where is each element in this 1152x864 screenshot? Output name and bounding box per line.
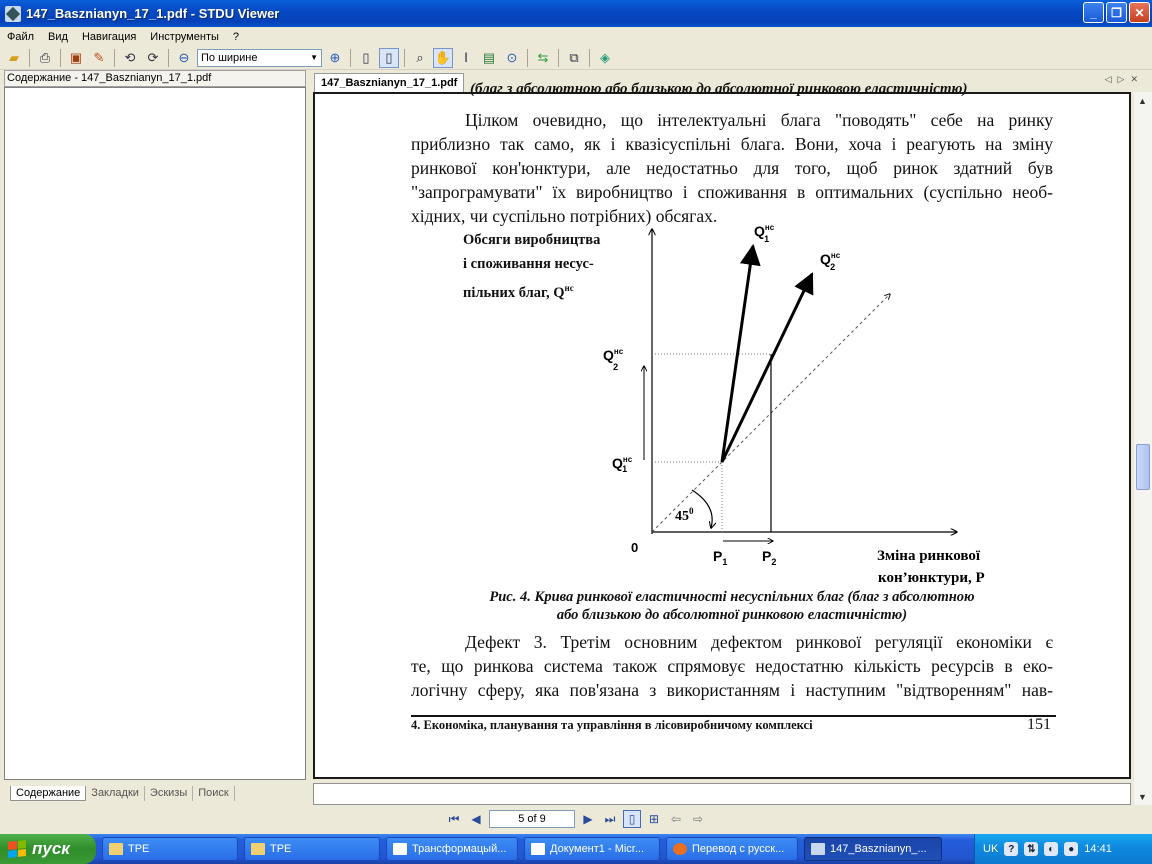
window-titlebar[interactable]: [0, 0, 1152, 27]
toolbar-separator: [114, 49, 115, 67]
zoom-select[interactable]: [197, 49, 322, 67]
zoom-out-icon[interactable]: ⊖: [178, 49, 190, 65]
toolbar-separator: [29, 49, 30, 67]
scroll-up-icon[interactable]: ▲: [1138, 95, 1147, 106]
menu-file[interactable]: Файл: [7, 30, 35, 43]
menu-navigation[interactable]: Навигация: [81, 30, 137, 43]
zoom-value: По ширине: [201, 51, 258, 64]
web-icon[interactable]: ◈: [600, 49, 610, 65]
image-select-icon[interactable]: ▤: [482, 49, 496, 65]
single-page-view-icon[interactable]: ▯: [623, 810, 641, 828]
hand-tool-icon[interactable]: ✋: [433, 48, 453, 68]
chart-x-label-line: кон’юнктури, Р: [878, 570, 985, 586]
taskbar-item-active[interactable]: 147_Basznianyn_...: [804, 837, 942, 861]
toolbar-separator: [558, 49, 559, 67]
tab-contents[interactable]: Содержание: [10, 786, 86, 801]
axis-q2-label: $Q^{нс}$ 2: [603, 347, 624, 372]
scroll-thumb[interactable]: [1136, 444, 1150, 490]
toolbar-separator: [350, 49, 351, 67]
find-icon[interactable]: ⌕: [416, 49, 424, 65]
axis-p1-label: $P_1$: [713, 548, 728, 567]
contents-panel-header: Содержание - 147_Basznianyn_17_1.pdf: [4, 70, 306, 87]
origin-label: 0: [631, 540, 639, 555]
sync-icon[interactable]: ⇆: [537, 49, 549, 65]
forward-icon[interactable]: ⇨: [692, 812, 704, 826]
paragraph-line: Цілком очевидно, що інтелектуальні блага "поводять" себе на ринку: [465, 110, 1053, 130]
tab-thumbnails[interactable]: Эскизы: [145, 786, 193, 801]
curve-q1-label: $Q^{нс}$ 1: [754, 223, 775, 244]
chevron-down-icon: ▼: [310, 53, 318, 62]
word-icon: [393, 843, 407, 855]
paragraph-line: ринкової кон'юнктури, але недостатньо для того, щоб ринок здатний був: [411, 158, 1053, 178]
window-title: 147_Basznianyn_17_1.pdf - STDU Viewer: [26, 6, 280, 21]
multi-page-view-icon[interactable]: ⊞: [648, 812, 660, 826]
horizontal-scrollbar[interactable]: [313, 783, 1131, 805]
page-footer: 4. Економіка, планування та управління в лісовиробничому комплексі: [411, 718, 813, 732]
back-icon[interactable]: ⇦: [670, 812, 682, 826]
tab-scroll-arrows[interactable]: ◁▷✕: [1104, 74, 1144, 84]
panel-tabs: [10, 786, 235, 801]
taskbar-item[interactable]: TPE: [102, 837, 238, 861]
menu-help[interactable]: ?: [232, 30, 240, 43]
chart-x-label-line: Зміна ринкової: [877, 548, 981, 564]
windows-logo-icon: [8, 840, 26, 858]
taskbar-item[interactable]: TPE: [244, 837, 380, 861]
figure-caption: Рис. 4. Крива ринкової еластичності несуспільних благ (благ з абсолютною або близькою до абсолютної ринковою еластичністю): [489, 589, 975, 623]
contents-panel: [4, 70, 306, 808]
previous-page-icon[interactable]: ◀: [471, 812, 481, 826]
zoom-area-icon[interactable]: ⊙: [506, 49, 518, 65]
taskbar-item[interactable]: Документ1 - Micr...: [524, 837, 660, 861]
contents-tree[interactable]: [4, 87, 306, 780]
open-folder-icon[interactable]: ▰: [9, 49, 19, 65]
menu-bar: [0, 27, 1152, 46]
system-tray: [974, 834, 1152, 864]
toolbar-separator: [404, 49, 405, 67]
rotate-right-icon[interactable]: ⟳: [147, 49, 159, 65]
tab-bookmarks[interactable]: Закладки: [86, 786, 145, 801]
single-page-icon[interactable]: ▯: [362, 49, 370, 65]
toolbar-separator: [60, 49, 61, 67]
elasticity-diagram: [445, 224, 985, 584]
stdu-viewer-icon: [811, 843, 825, 855]
tab-document[interactable]: 147_Basznianyn_17_1.pdf: [314, 73, 464, 93]
toolbar-separator: [589, 49, 590, 67]
maximize-button[interactable]: ❐: [1106, 2, 1127, 23]
page-number-input[interactable]: 5 of 9: [489, 810, 575, 828]
continuous-page-icon[interactable]: ▯: [379, 48, 399, 68]
menu-view[interactable]: Вид: [48, 30, 68, 43]
paragraph-line: "запрограмувати" їх виробництво і споживання в оптимальних (суспільно необ-: [411, 182, 1053, 202]
paragraph-line: Дефект 3. Третім основним дефектом ринкової регуляції економіки є: [465, 632, 1053, 652]
cut-off-line: (благ з абсолютною або близькою до абсолютної ринковою еластичністю): [470, 81, 968, 97]
security-icon[interactable]: ●: [1064, 842, 1078, 856]
folder-icon: [109, 843, 123, 855]
page-number: 151: [1027, 716, 1051, 733]
network-icon[interactable]: ⇅: [1024, 842, 1038, 856]
export-image-icon[interactable]: ▣: [69, 49, 83, 65]
chart-y-label-line: Обсяги виробництва: [463, 232, 601, 248]
chart-y-label-line: пільних благ, $Q^{нс}$: [463, 283, 574, 301]
scroll-down-icon[interactable]: ▼: [1138, 791, 1147, 802]
angle-label: $45^0$: [675, 506, 694, 524]
firefox-icon: [673, 843, 687, 855]
tab-search[interactable]: Поиск: [193, 786, 234, 801]
menu-tools[interactable]: Инструменты: [150, 30, 219, 43]
toolbar: [0, 46, 1152, 70]
taskbar-item[interactable]: Трансформацый...: [386, 837, 518, 861]
help-icon[interactable]: ?: [1004, 842, 1018, 856]
vertical-scrollbar[interactable]: [1134, 92, 1152, 805]
taskbar: [0, 834, 1152, 864]
toolbar-separator: [168, 49, 169, 67]
export-text-icon[interactable]: ✎: [93, 49, 105, 65]
language-indicator[interactable]: UK: [983, 843, 999, 855]
next-page-icon[interactable]: ▶: [583, 812, 593, 826]
last-page-icon[interactable]: ⏭: [604, 811, 616, 826]
page-navigation-bar: [0, 806, 1152, 832]
axis-p2-label: $P_2$: [762, 548, 777, 567]
minimize-button[interactable]: _: [1083, 2, 1104, 23]
clock: 14:41: [1084, 843, 1112, 855]
print-icon[interactable]: ⎙: [39, 49, 51, 65]
axis-q1-label: $Q^{нс}$ 1: [612, 455, 633, 474]
angle-arc: [692, 490, 712, 528]
volume-icon[interactable]: ◐: [1044, 842, 1058, 856]
first-page-icon[interactable]: ⏮: [448, 811, 460, 826]
footer-rule: [411, 715, 1056, 717]
copy-icon[interactable]: ⧉: [569, 49, 579, 65]
start-button[interactable]: пуск: [0, 834, 96, 864]
paragraph-line: хідних, чи суспільно потрібних) обсягах.: [411, 206, 718, 226]
chart-y-label-line: і споживання несус-: [463, 256, 594, 272]
taskbar-item[interactable]: Перевод с русск...: [666, 837, 798, 861]
paragraph-line: приблизно так само, як і квазісуспільні блага. Вони, хоча і реагують на зміну: [411, 134, 1053, 154]
app-icon: [5, 6, 21, 22]
paragraph-line: логічну сферу, яка пов'язана з використанням і наступним "відтворенням" нав-: [411, 680, 1053, 700]
close-button[interactable]: ✕: [1129, 2, 1150, 23]
text-select-icon[interactable]: Ⅰ: [464, 49, 468, 65]
word-icon: [531, 843, 545, 855]
toolbar-separator: [527, 49, 528, 67]
folder-icon: [251, 843, 265, 855]
zoom-in-icon[interactable]: ⊕: [329, 49, 341, 65]
curve-q2-label: $Q^{нс}$ 2: [820, 251, 841, 272]
rotate-left-icon[interactable]: ⟲: [124, 49, 136, 65]
paragraph-line: те, що ринкова система також спрямовує недостатню кількість ресурсів в еко-: [411, 656, 1053, 676]
